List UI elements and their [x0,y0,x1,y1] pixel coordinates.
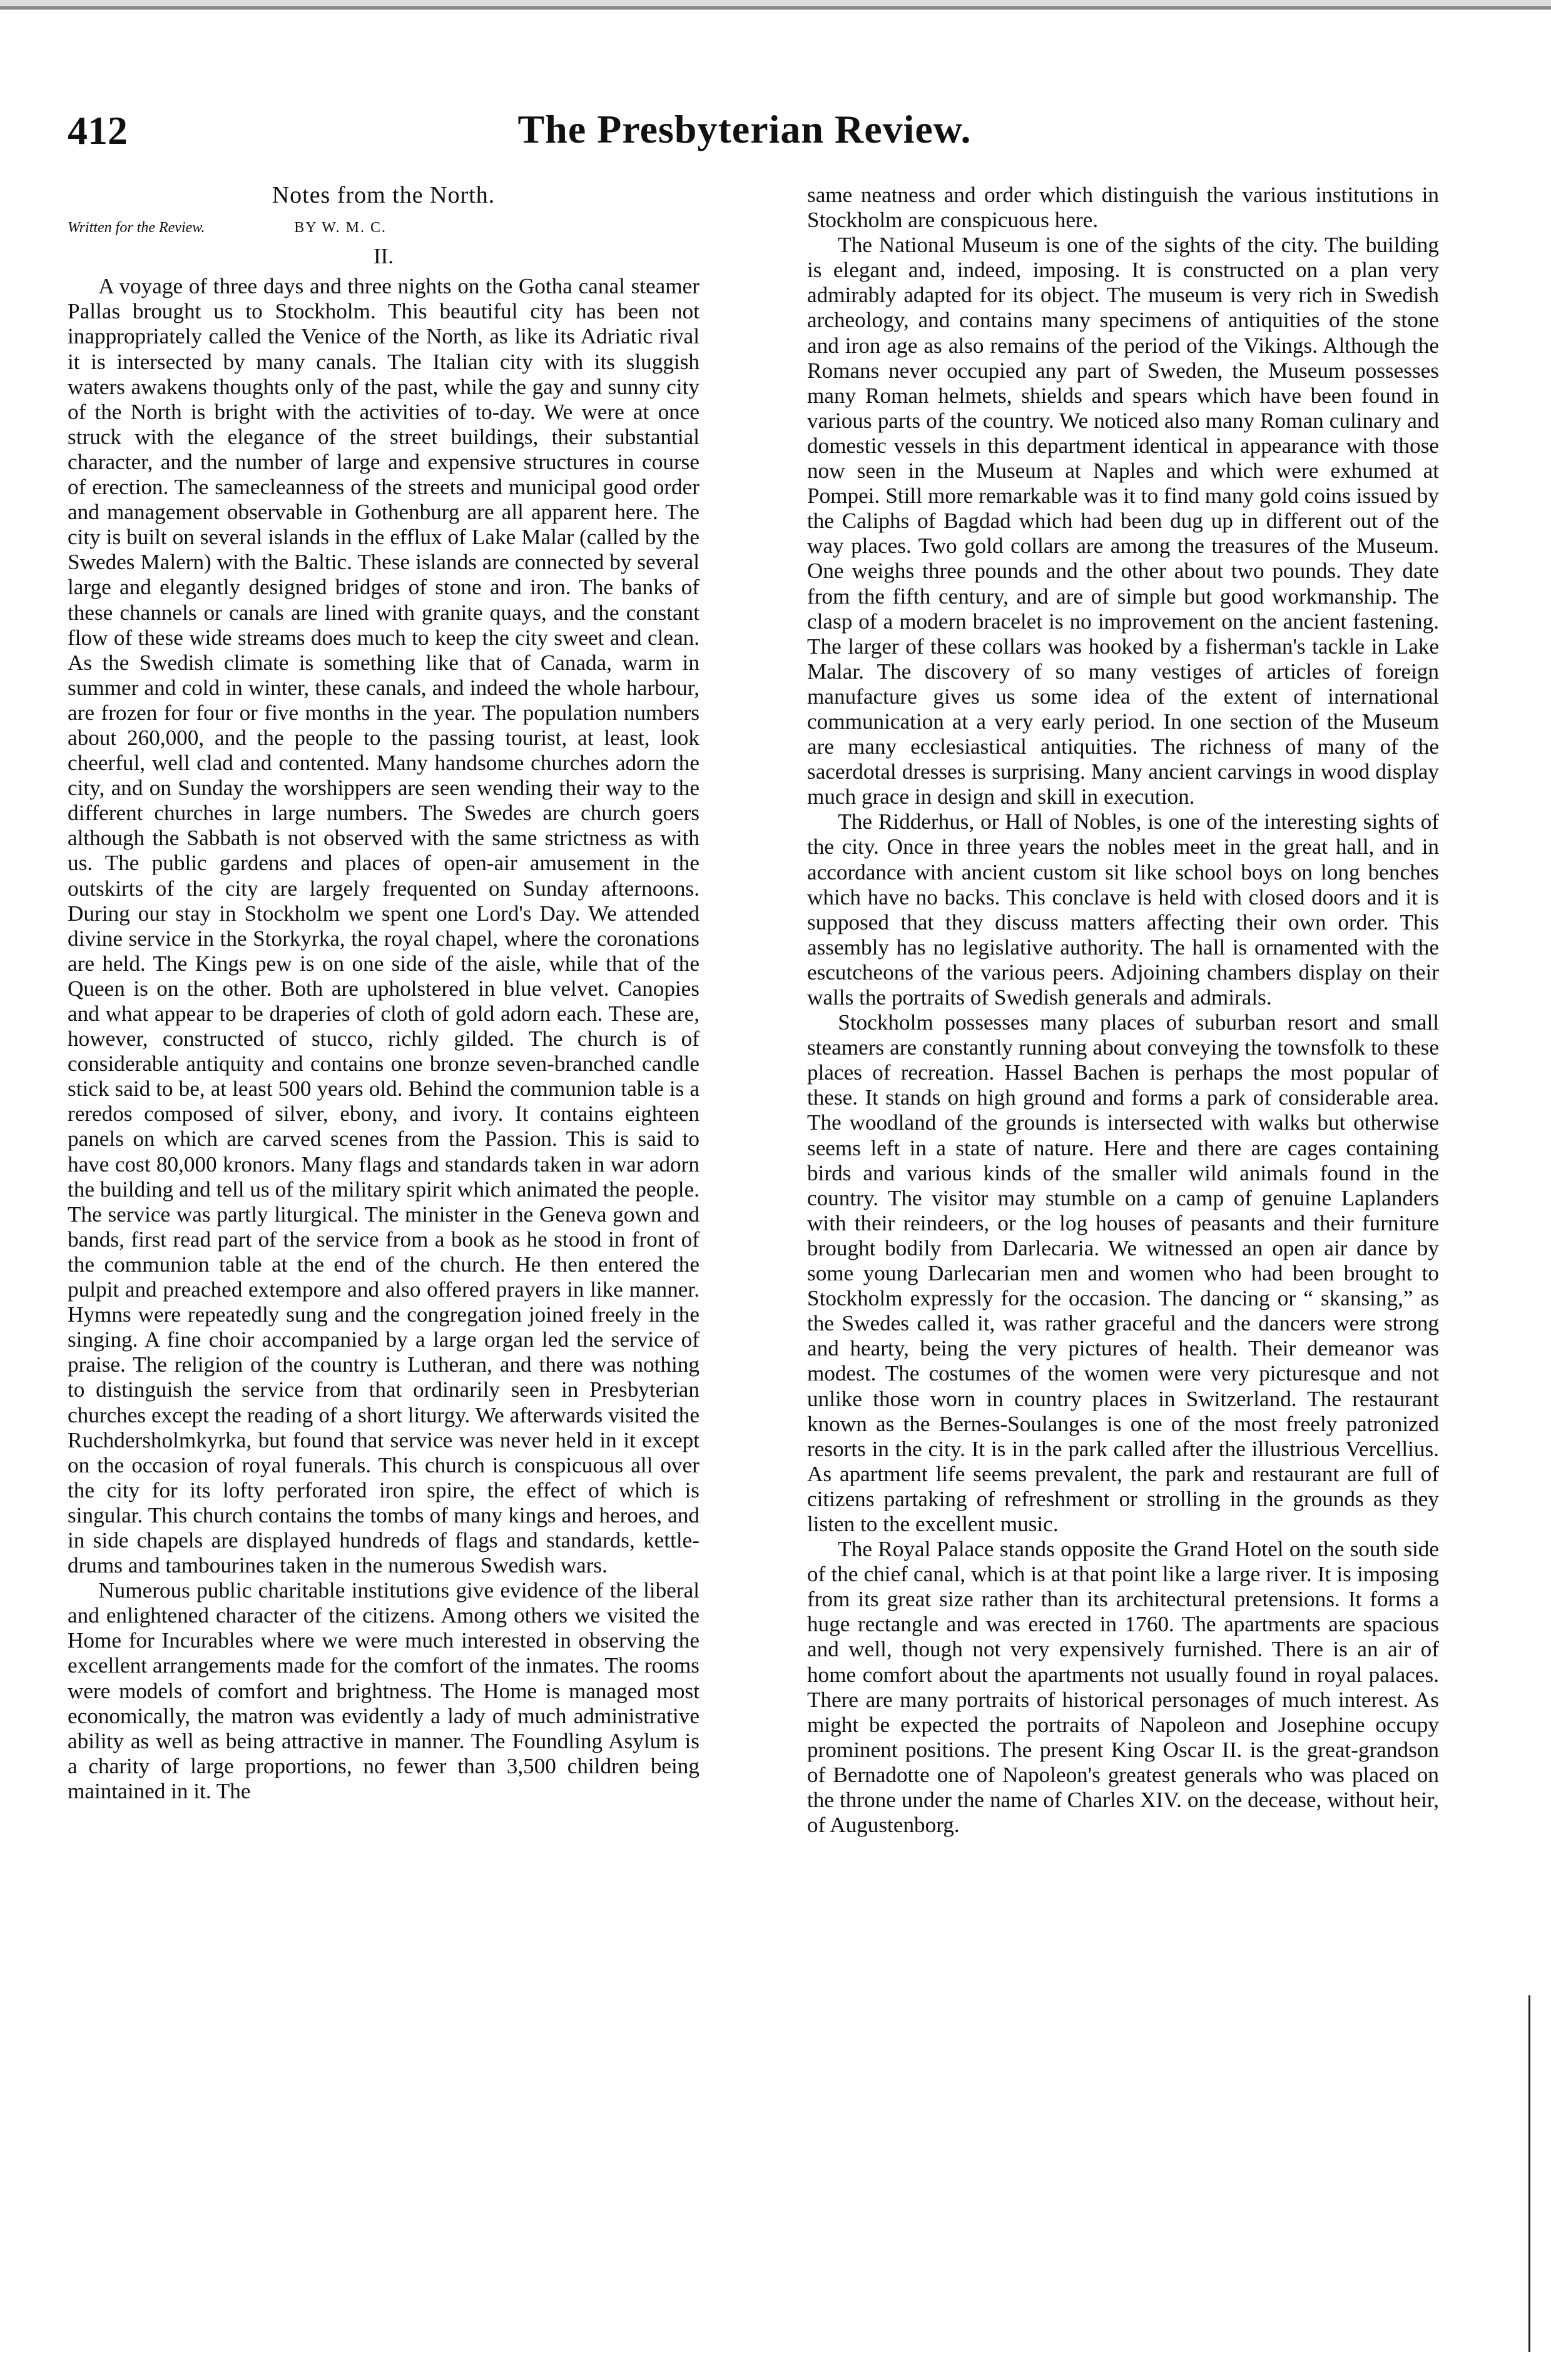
byline [68,215,699,240]
paragraph: A voyage of three days and three nights on the Gotha canal steamer Pallas brought us to Stockholm. This beautiful city has been not inappropriately called the Venice of the North, as like its Adriatic rival it is intersected by many canals. The Italian city with its sluggish waters awakens thoughts only of the past, while the gay and sunny city of the North is bright with the activities of to-day. We were at once struck with the elegance of the street buildings, their substantial character, and the number of large and expensive structures in course of erection. The samecleanness of the streets and municipal good order and management observable in Gothenburg are all apparent here. The city is built on several islands in the efflux of Lake Malar (called by the Swedes Malern) with the Baltic. These islands are connected by several large and elegantly designed bridges of stone and iron. The banks of these channels or canals are lined with granite quays, and the constant flow of these wide streams does much to keep the city sweet and clean. As the Swedish climate is something like that of Canada, warm in summer and cold in winter, these canals, and indeed the whole harbour, are frozen for four or five months in the year. The population numbers about 260,000, and the people to the passing tourist, at least, look cheerful, well clad and contented. Many handsome churches adorn the city, and on Sunday the worshippers are seen wending their way to the different churches in large numbers. The Swedes are church goers although the Sabbath is not observed with the same strictness as with us. The public gardens and places of open-air amusement in the outskirts of the city are largely frequented on Sunday afternoons. During our stay in Stockholm we spent one Lord's Day. We attended divine service in the Storkyrka, the royal chapel, where the coronations are held. The Kings pew is on one side of the aisle, while that of the Queen is on the other. Both are upholstered in blue velvet. Canopies and what appear to be draperies of cloth of gold adorn each. These are, however, constructed of stucco, richly gilded. The church is of considerable antiquity and contains one bronze seven-branched candle stick said to be, at least 500 years old. Behind the communion table is a reredos composed of silver, ebony, and ivory. It contains eighteen panels on which are carved scenes from the Passion. This is said to have cost 80,000 kronors. Many flags and standards taken in war adorn the building and tell us of the military spirit which animated the people. The service was partly liturgical. The minister in the Geneva gown and bands, first read part of the service from a book as he stood in front of the communion table at the end of the church. He then entered the pulpit and preached extempore and also offered prayers in like manner. Hymns were repeatedly sung and the congregation joined freely in the singing. A fine choir accompanied by a large organ led the service of praise. The religion of the country is Lutheran, and there was nothing to distinguish the service from that ordinarily seen in Presbyterian churches except the reading of a short liturgy. We afterwards visited the Ruchdersholmkyrka, but found that service was never held in it except on the occasion of royal funerals. This church is conspicuous all over the city for its lofty perforated iron spire, the effect of which is singular. This church contains the tombs of many kings and heroes, and in side chapels are displayed hundreds of flags and standards, kettle-drums and tambourines taken in the numerous Swedish wars. [68,274,699,1578]
paragraph: Numerous public charitable institutions give evidence of the liberal and enlightened character of the citizens. Among others we visited the Home for Incurables where we were much interested in observing the excellent arrangements made for the comfort of the inmates. The rooms were models of comfort and brightness. The Home is managed most economically, the matron was evidently a lady of much administrative ability as well as being attractive in manner. The Foundling Asylum is a charity of large proportions, no fewer than 3,500 children being maintained in it. The [68,1578,699,1803]
top-border-rule [0,0,1551,21]
written-for-note: Written for the Review. [68,220,205,236]
paragraph: The National Museum is one of the sights of the city. The building is elegant and, indeed, imposing. It is constructed on a plan very admirably adapted for its object. The museum is very rich in Swedish archeology, and contains many specimens of antiquities of the stone and iron age as also remains of the period of the Vikings. Although the Romans never occupied any part of Sweden, the Museum possesses many Roman helmets, shields and spears which have been found in various parts of the country. We noticed also many Roman culinary and domestic vessels in this department identical in appearance with those now seen in the Museum at Naples and which were exhumed at Pompei. Still more remarkable was it to find many gold coins issued by the Caliphs of Bagdad which had been dug up in different out of the way places. Two gold collars are among the treasures of the Museum. One weighs three pounds and the other about two pounds. They date from the fifth century, and are of simple but good workmanship. The clasp of a modern bracelet is no improvement on the ancient fastening. The larger of these collars was hooked by a fisherman's tackle in Lake Malar. The discovery of so many vestiges of articles of foreign manufacture gives us some idea of the extent of international communication at a very early period. In one section of the Museum are many ecclesiastical antiquities. The richness of many of the sacerdotal dresses is surprising. Many ancient carvings in wood display much grace in design and skill in execution. [807,233,1439,809]
left-column [68,183,699,1804]
author-initials: BY W. M. C. [294,220,387,236]
page-number: 412 [68,108,128,153]
right-column [807,183,1439,1838]
margin-rule [1528,1995,1530,2352]
part-numeral: II. [373,244,394,269]
paragraph: The Ridderhus, or Hall of Nobles, is one of the interesting sights of the city. Once in three years the nobles meet in the great hall, and in accordance with ancient custom sit like school boys on long benches which have no backs. This conclave is held with closed doors and it is supposed that they discuss matters affecting their own order. This assembly has no legislative authority. The hall is ornamented with the escutcheons of the various peers. Adjoining chambers display on their walls the portraits of Swedish generals and admirals. [807,809,1439,1010]
paragraph: The Royal Palace stands opposite the Grand Hotel on the south side of the chief canal, which is at that point like a large river. It is imposing from its great size rather than its architectural pretensions. It forms a huge rectangle and was erected in 1760. The apartments are spacious and well, though not very expensively furnished. There is an air of home comfort about the apartments not usually found in royal palaces. There are many portraits of historical personages of much interest. As might be expected the portraits of Napoleon and Josephine occupy prominent positions. The present King Oscar II. is the great-grandson of Bernadotte one of Napoleon's greatest generals who was placed on the throne under the name of Charles XIV. on the decease, without heir, of Augustenborg. [807,1537,1439,1838]
publication-title: The Presbyterian Review. [517,107,972,151]
paragraph: Stockholm possesses many places of suburban resort and small steamers are constantly running about conveying the townsfolk to these places of recreation. Hassel Bachen is perhaps the most popular of these. It stands on high ground and forms a park of considerable area. The woodland of the grounds is intersected with walks but otherwise seems left in a state of nature. Here and there are cages containing birds and various kinds of the smaller wild animals found in the country. The visitor may stumble on a camp of genuine Laplanders with their reindeers, or the log houses of peasants and their furniture brought bodily from Darlecaria. We witnessed an open air dance by some young Darlecarian men and women who had been brought to Stockholm expressly for the occasion. The dancing or “ skansing,” as the Swedes called it, was rather graceful and the dancers were strong and hearty, being the very pictures of health. Their demeanor was modest. The costumes of the women were very picturesque and not unlike those worn in country places in Switzerland. The restaurant known as the Bernes-Soulanges is one of the most freely patronized resorts in the city. It is in the park called after the illustrious Vercellius. As apartment life seems prevalent, the park and restaurant are full of citizens partaking of refreshment or strolling in the grounds as they listen to the excellent music. [807,1010,1439,1536]
paragraph: same neatness and order which distinguish the various institutions in Stockholm are conspicuous here. [807,183,1439,233]
article-title: Notes from the North. [272,182,496,208]
